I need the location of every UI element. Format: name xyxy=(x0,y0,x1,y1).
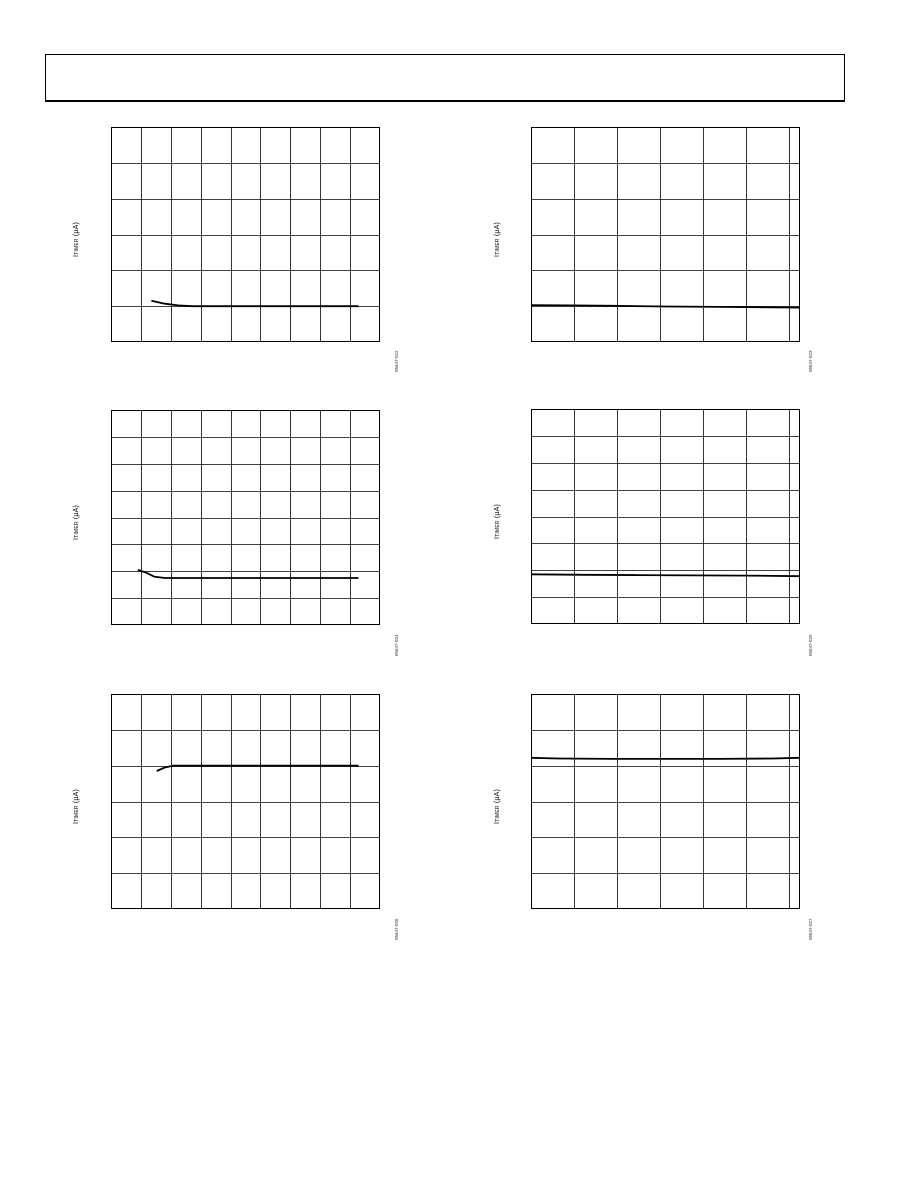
chart-panel-2 xyxy=(531,127,800,342)
y-axis-label-unit: (µA) xyxy=(494,503,501,520)
y-axis-label xyxy=(73,504,80,539)
y-axis-label-main: I xyxy=(73,537,80,540)
figure-id: 05647-026 xyxy=(394,918,399,940)
chart-plot-area xyxy=(111,410,380,625)
y-axis-label-subscript: TIMER xyxy=(74,237,80,255)
figure-id: 05647-027 xyxy=(808,918,813,940)
y-axis-label-unit: (µA) xyxy=(494,788,501,805)
y-axis-label-main: I xyxy=(494,254,501,257)
y-axis-label-subscript: TIMER xyxy=(495,519,501,537)
series-line-1 xyxy=(531,758,800,759)
y-axis-label-main: I xyxy=(494,536,501,539)
chart-plot-area xyxy=(531,694,800,909)
page-header-box xyxy=(45,54,845,102)
y-axis-label-subscript: TIMER xyxy=(74,520,80,538)
plot-frame xyxy=(112,128,380,342)
y-axis-label-main: I xyxy=(494,821,501,824)
chart-plot-area xyxy=(111,127,380,342)
series-line-1 xyxy=(531,574,800,576)
chart-plot-area xyxy=(111,694,380,909)
figure-id: 05647-024 xyxy=(394,634,399,656)
y-axis-label xyxy=(494,221,501,256)
chart-plot-area xyxy=(531,127,800,342)
plot-frame xyxy=(112,411,380,625)
series-line-1 xyxy=(157,766,359,771)
figure-id: 05647-022 xyxy=(394,350,399,372)
figure-id: 05647-023 xyxy=(808,350,813,372)
y-axis-label-unit: (µA) xyxy=(73,504,80,521)
y-axis-label-unit: (µA) xyxy=(73,788,80,805)
plot-frame xyxy=(112,695,380,909)
y-axis-label xyxy=(494,788,501,823)
y-axis-label-main: I xyxy=(73,254,80,257)
chart-panel-6 xyxy=(531,694,800,909)
y-axis-label-subscript: TIMER xyxy=(495,804,501,822)
y-axis-label xyxy=(73,221,80,256)
y-axis-label xyxy=(73,788,80,823)
series-line-1 xyxy=(151,301,358,306)
plot-frame xyxy=(532,410,800,624)
chart-panel-1 xyxy=(111,127,380,342)
figure-id: 05647-025 xyxy=(808,634,813,656)
chart-panel-5 xyxy=(111,694,380,909)
y-axis-label-subscript: TIMER xyxy=(74,804,80,822)
y-axis-label-unit: (µA) xyxy=(73,221,80,238)
y-axis-label xyxy=(494,503,501,538)
chart-plot-area xyxy=(531,409,800,624)
plot-frame xyxy=(532,128,800,342)
chart-panel-4 xyxy=(531,409,800,624)
chart-panel-3 xyxy=(111,410,380,625)
y-axis-label-subscript: TIMER xyxy=(495,237,501,255)
y-axis-label-main: I xyxy=(73,821,80,824)
plot-frame xyxy=(532,695,800,909)
y-axis-label-unit: (µA) xyxy=(494,221,501,238)
